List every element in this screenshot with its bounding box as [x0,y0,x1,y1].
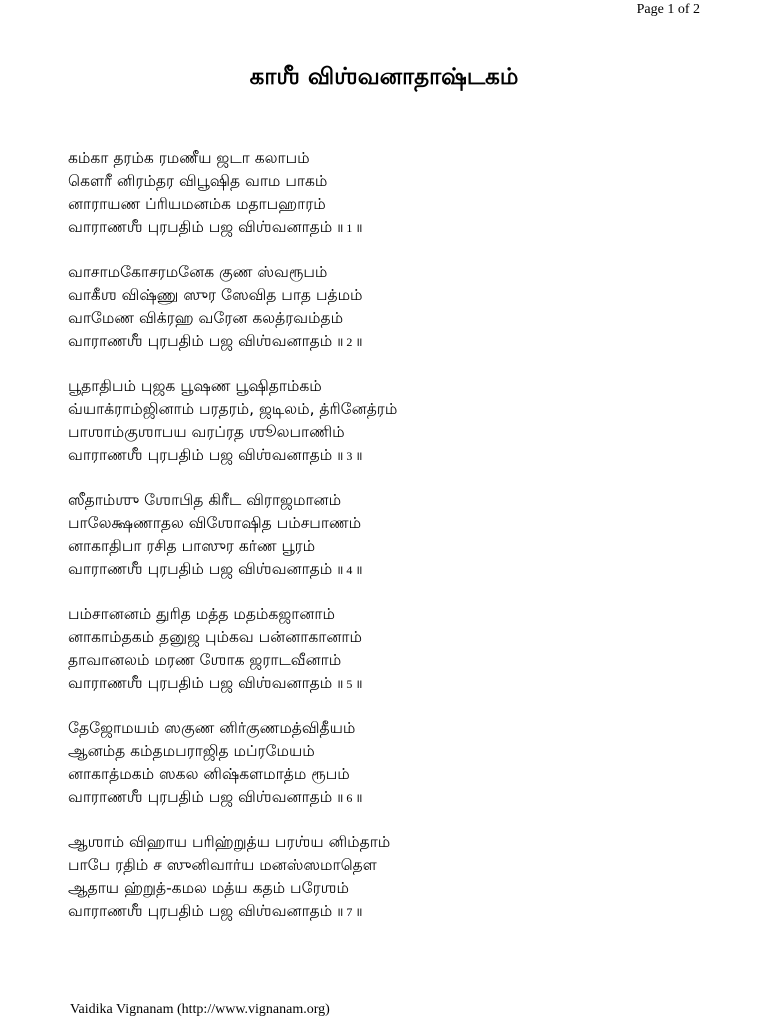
verse-line: பாஶாம்குஶாபய வரப்ரத ஶூலபாணிம் [68,423,345,441]
verse-number: ॥ 5 ॥ [336,677,363,691]
page-title: காஶீ விஶ்வனாதாஷ்டகம் [249,64,519,90]
verse-2 [68,261,728,353]
verse-line: ஆஶாம் விஹாய பரிஹ்றுத்ய பரஶ்ய னிம்தாம் [68,833,391,851]
verse-line: வாராணஶீ புரபதிம் பஜ விஶ்வனாதம் ॥ 2 ॥ [68,332,363,350]
verse-line: ஆனம்த கம்தமபராஜித மப்ரமேயம் [68,742,315,760]
verse-line: னாகாம்தகம் தனுஜ பும்கவ பன்னாகானாம் [68,628,362,646]
verse-line: னாகாத்மகம் ஸகல னிஷ்களமாத்ம ரூபம் [68,765,350,783]
verse-5 [68,603,728,695]
verse-line: வாசாமகோசரமனேக குண ஸ்வரூபம் [68,263,328,281]
verse-number: ॥ 2 ॥ [336,335,363,349]
verse-line: கௌரீ னிரம்தர விபூஷித வாம பாகம் [68,172,328,190]
verse-line: பாலேக்ஷணாதல விஶோஷித பம்சபாணம் [68,514,362,532]
verse-line: கம்கா தரம்க ரமணீய ஜடா கலாபம் [68,149,310,167]
verse-number: ॥ 4 ॥ [336,563,363,577]
verse-4 [68,489,728,581]
verse-line: வாராணஶீ புரபதிம் பஜ விஶ்வனாதம் ॥ 6 ॥ [68,788,363,806]
verse-line: னாகாதிபா ரசித பாஸுர கர்ண பூரம் [68,537,316,555]
verse-line: தாவானலம் மரண ஶோக ஜராடவீனாம் [68,651,342,669]
verse-6 [68,717,728,809]
verse-number: ॥ 6 ॥ [336,791,363,805]
footer-source: Vaidika Vignanam (http://www.vignanam.org) [70,1002,330,1017]
verse-line: வாராணஶீ புரபதிம் பஜ விஶ்வனாதம் ॥ 7 ॥ [68,902,363,920]
page-number: Page 1 of 2 [636,2,700,17]
verse-7 [68,831,728,923]
verse-number: ॥ 3 ॥ [336,449,363,463]
verse-line: வாராணஶீ புரபதிம் பஜ விஶ்வனாதம் ॥ 3 ॥ [68,446,363,464]
verse-line: வாராணஶீ புரபதிம் பஜ விஶ்வனாதம் ॥ 1 ॥ [68,218,363,236]
verse-line: ஸீதாம்ஶு ஶோபித கிரீட விராஜமானம் [68,491,342,509]
verse-1 [68,147,728,239]
verse-line: பூதாதிபம் புஜக பூஷண பூஷிதாம்கம் [68,377,322,395]
verse-3 [68,375,728,467]
verse-line: னாராயண ப்ரியமனம்க மதாபஹாரம் [68,195,326,213]
verse-number: ॥ 1 ॥ [336,221,363,235]
verse-line: வ்யாக்ராம்ஜினாம் பரதரம், ஜடிலம், த்ரினேத்ரம் [68,400,398,418]
verse-line: தேஜோமயம் ஸகுண னிர்குணமத்விதீயம் [68,719,356,737]
verse-line: பம்சானனம் துரித மத்த மதம்கஜானாம் [68,605,335,623]
verse-line: வாமேண விக்ரஹ வரேன கலத்ரவம்தம் [68,309,344,327]
verse-line: வாகீஶ விஷ்ணு ஸுர ஸேவித பாத பத்மம் [68,286,363,304]
verse-line: பாபே ரதிம் ச ஸுனிவார்ய மனஸ்ஸமாதௌ [68,856,377,874]
verse-number: ॥ 7 ॥ [336,905,363,919]
verse-line: வாராணஶீ புரபதிம் பஜ விஶ்வனாதம் ॥ 5 ॥ [68,674,363,692]
verse-list [68,147,728,945]
verse-line: வாராணஶீ புரபதிம் பஜ விஶ்வனாதம் ॥ 4 ॥ [68,560,363,578]
verse-line: ஆதாய ஹ்றுத்-கமல மத்ய கதம் பரேஶம் [68,879,349,897]
